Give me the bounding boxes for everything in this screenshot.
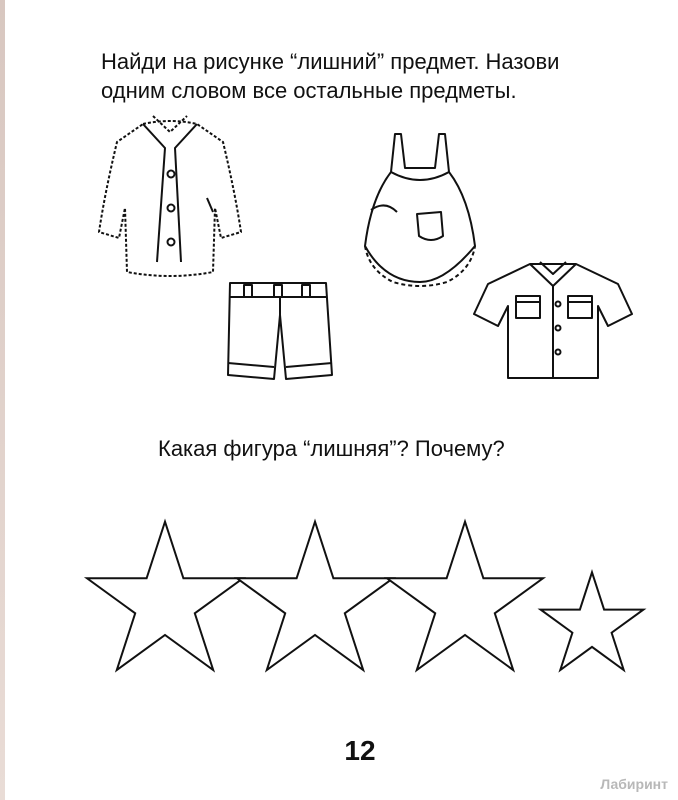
task-1-line-2: одним словом все остальные предметы.	[101, 78, 517, 103]
watermark: Лабиринт	[600, 776, 668, 792]
star-large-3	[387, 522, 543, 670]
star-large-2	[237, 522, 393, 670]
star-small-4	[541, 572, 644, 670]
star-large-1	[87, 522, 243, 670]
page-number: 12	[344, 735, 376, 766]
fur-coat-picture	[95, 112, 245, 282]
task-2-question: Какая фигура “лишняя”? Почему?	[158, 436, 505, 461]
task-1-instruction	[101, 47, 661, 105]
shorts-picture	[222, 275, 334, 393]
task-1-line-1: Найди на рисунке “лишний” предмет. Назови	[101, 49, 560, 74]
shirt-picture	[470, 256, 636, 384]
stars-row	[0, 540, 678, 700]
